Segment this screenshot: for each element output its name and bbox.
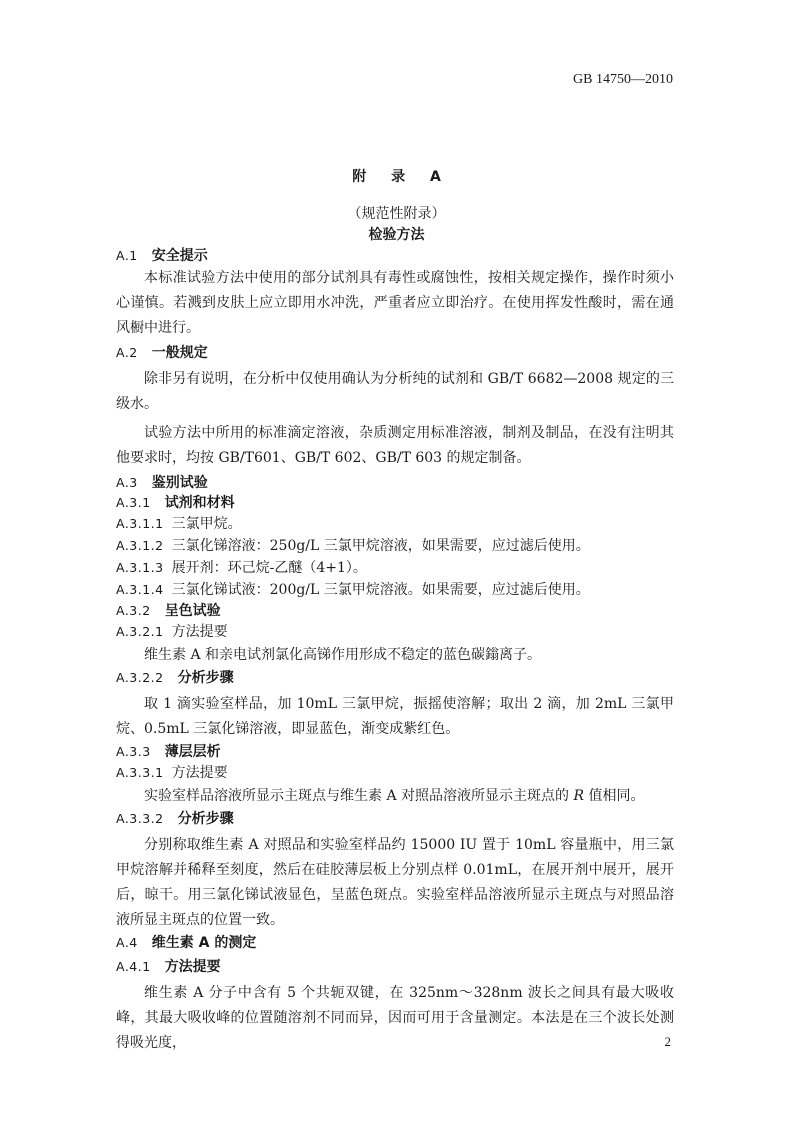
section-heading-a3	[116, 473, 674, 493]
paragraph: 本标准试验方法中使用的部分试剂具有毒性或腐蚀性，按相关规定操作，操作时须小心谨慎。若溅到皮肤上应立即用水冲洗，严重者应立即治疗。在使用挥发性酸时，需在通风橱中进行。	[116, 270, 674, 336]
section-heading-a321	[116, 621, 674, 643]
section-title: 维生素 A 的测定	[151, 935, 257, 951]
section-number: A.3.2	[116, 603, 151, 618]
annex-type: （规范性附录）	[347, 206, 446, 222]
section-heading-a4	[116, 933, 674, 953]
section-title: 试剂和材料	[164, 495, 235, 511]
section-heading-a1	[116, 246, 674, 266]
section-number: A.2	[116, 345, 138, 360]
list-item	[116, 557, 674, 579]
paragraph-text: 实验室样品溶液所显示主斑点与维生素 A 对照品溶液所显示主斑点的	[144, 788, 574, 804]
section-title: 方法提要	[171, 765, 228, 781]
section-number: A.3.3.2	[116, 811, 164, 826]
standard-code: GB 14750—2010	[573, 72, 673, 87]
section-number: A.3.1	[116, 495, 151, 510]
list-item	[116, 535, 674, 557]
item-text: 三氯化锑试液：200g/L 三氯甲烷溶液。如果需要，应过滤后使用。	[171, 582, 590, 598]
annex-title: 附 录 A	[352, 169, 451, 185]
section-title: 薄层层析	[164, 744, 221, 760]
section-heading-a33	[116, 742, 674, 762]
item-text: 展开剂：环己烷-乙醚（4+1）。	[171, 560, 367, 576]
document-body	[116, 246, 674, 1056]
section-title: 呈色试验	[164, 603, 221, 619]
item-number: A.3.1.3	[116, 560, 164, 575]
paragraph: 试验方法中所用的标准滴定溶液，杂质测定用标准溶液，制剂及制品，在没有注明其他要求时，均按 GB/T601、GB/T 602、GB/T 603 的规定制备。	[116, 425, 674, 466]
paragraph: 除非另有说明，在分析中仅使用确认为分析纯的试剂和 GB/T 6682—2008 规定的三级水。	[116, 371, 674, 412]
section-heading-a31	[116, 493, 674, 513]
paragraph: 维生素 A 分子中含有 5 个共轭双键，在 325nm～328nm 波长之间具有最大吸收峰，其最大吸收峰的位置随溶剂不同而异，因而可用于含量测定。本法是在三个波长处测得吸光度，	[116, 985, 674, 1051]
item-number: A.3.1.2	[116, 538, 164, 553]
section-heading-a332	[116, 809, 674, 829]
paragraph	[116, 784, 674, 809]
section-heading-a322	[116, 668, 674, 688]
section-title: 一般规定	[151, 345, 208, 361]
list-item	[116, 579, 674, 601]
section-title: 安全提示	[151, 248, 208, 264]
item-text: 三氯化锑溶液：250g/L 三氯甲烷溶液，如果需要，应过滤后使用。	[171, 538, 590, 554]
section-number: A.3	[116, 475, 138, 490]
section-title: 方法提要	[164, 959, 221, 975]
item-number: A.3.1.1	[116, 516, 164, 531]
section-number: A.1	[116, 248, 138, 263]
section-heading-a331	[116, 762, 674, 784]
paragraph: 分别称取维生素 A 对照品和实验室样品约 15000 IU 置于 10mL 容量瓶中，用三氯甲烷溶解并稀释至刻度，然后在硅胶薄层板上分别点样 0.01mL，在展开剂中展开，展开后，晾干。用三氯化锑试液显色，呈蓝色斑点。实验室样品溶液所显示主斑点与对照品溶液所显主斑点的位置一致。	[116, 837, 674, 928]
section-title: 分析步骤	[177, 811, 234, 827]
section-title: 分析步骤	[177, 670, 234, 686]
section-number: A.4.1	[116, 959, 151, 974]
section-number: A.3.3.1	[116, 765, 164, 780]
item-text: 三氯甲烷。	[171, 516, 242, 532]
section-heading-a2	[116, 343, 674, 363]
section-heading-a41	[116, 957, 674, 977]
section-number: A.3.2.1	[116, 624, 164, 639]
item-number: A.3.1.4	[116, 582, 164, 597]
section-title: 方法提要	[171, 624, 228, 640]
annex-name: 检验方法	[368, 227, 425, 243]
section-heading-a32	[116, 601, 674, 621]
section-number: A.4	[116, 935, 138, 950]
paragraph-text: 值相同。	[584, 788, 645, 804]
list-item	[116, 513, 674, 535]
section-number: A.3.3	[116, 744, 151, 759]
paragraph: 维生素 A 和亲电试剂氯化高锑作用形成不稳定的蓝色碳鎓离子。	[144, 647, 542, 663]
section-title: 鉴别试验	[151, 475, 208, 491]
page-number: 2	[664, 1034, 671, 1049]
rf-symbol: R	[573, 788, 585, 804]
paragraph: 取 1 滴实验室样品，加 10mL 三氯甲烷，振摇使溶解；取出 2 滴，加 2mL 三氯甲烷、0.5mL 三氯化锑溶液，即显蓝色，渐变成紫红色。	[116, 696, 674, 737]
section-number: A.3.2.2	[116, 670, 164, 685]
